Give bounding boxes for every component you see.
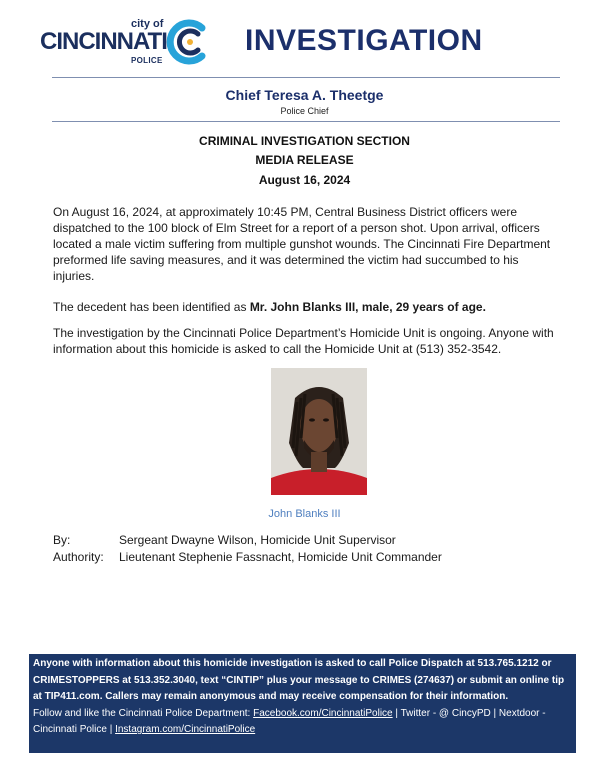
logo-name-text: CINCINNATI xyxy=(40,28,167,55)
signature-label: By: xyxy=(53,533,71,547)
signature-value: Lieutenant Stephenie Fassnacht, Homicide Unit Commander xyxy=(119,550,442,564)
footer-follow-text: Follow and like the Cincinnati Police Department: xyxy=(33,707,254,719)
footer-tip-box xyxy=(29,654,576,753)
nextdoor-text: Nextdoor - Cincinnati Police | xyxy=(33,707,546,735)
footer-social-line xyxy=(33,706,572,739)
body-paragraph-2 xyxy=(53,299,563,315)
portrait-image xyxy=(271,368,367,495)
twitter-text: | Twitter - @ CincyPD | xyxy=(392,707,499,719)
chief-name: Chief Teresa A. Theetge xyxy=(225,87,384,103)
divider-top xyxy=(52,77,560,78)
decedent-identity: Mr. John Blanks III, male, 29 years of age. xyxy=(249,300,486,314)
signature-value: Sergeant Dwayne Wilson, Homicide Unit Supervisor xyxy=(119,533,396,547)
cincinnati-police-logo xyxy=(40,16,220,68)
victim-photo xyxy=(271,368,367,495)
signature-label: Authority: xyxy=(53,550,104,564)
page-title: INVESTIGATION xyxy=(245,24,483,57)
body-paragraph-3: The investigation by the Cincinnati Police Department’s Homicide Unit is ongoing. Anyone with information about this homicide is asked to call the Homicide Unit at (513) 352-3542. xyxy=(53,326,554,356)
photo-caption: John Blanks III xyxy=(268,508,341,520)
logo-c-mark-icon xyxy=(164,16,216,68)
section-heading: CRIMINAL INVESTIGATION SECTION xyxy=(199,134,410,148)
divider-bottom xyxy=(52,121,560,122)
logo-dept-text: POLICE xyxy=(131,56,163,65)
signature-row-by xyxy=(53,533,396,547)
facebook-link[interactable]: Facebook.com/CincinnatiPolice xyxy=(253,707,393,719)
instagram-link[interactable]: Instagram.com/CincinnatiPolice xyxy=(115,724,256,735)
footer-tip-text: Anyone with information about this homicide investigation is asked to call Police Dispatch at 513.765.1212 or CRIMESTOPPERS at 513.352.3040, text “CINTIP” plus your message to CRIMES (274637) or submit an online tip at TIP411.com. Callers may remain anonymous and may receive compensation for their information. xyxy=(33,658,565,702)
logo-city-text: city of xyxy=(131,18,164,30)
signature-row-authority xyxy=(53,550,442,564)
chief-title: Police Chief xyxy=(280,106,329,116)
decedent-intro: The decedent has been identified as xyxy=(53,300,250,314)
release-type: MEDIA RELEASE xyxy=(255,153,354,167)
release-date: August 16, 2024 xyxy=(258,173,351,187)
body-paragraph-1: On August 16, 2024, at approximately 10:45 PM, Central Business District officers were dispatched to the 100 block of Elm Street for a report of a person shot. Upon arrival, officers located a male victim suffering from multiple gunshot wounds. The Cincinnati Fire Department preformed life saving measures, and it was determined the victim had succumbed to his injuries. xyxy=(53,205,551,283)
